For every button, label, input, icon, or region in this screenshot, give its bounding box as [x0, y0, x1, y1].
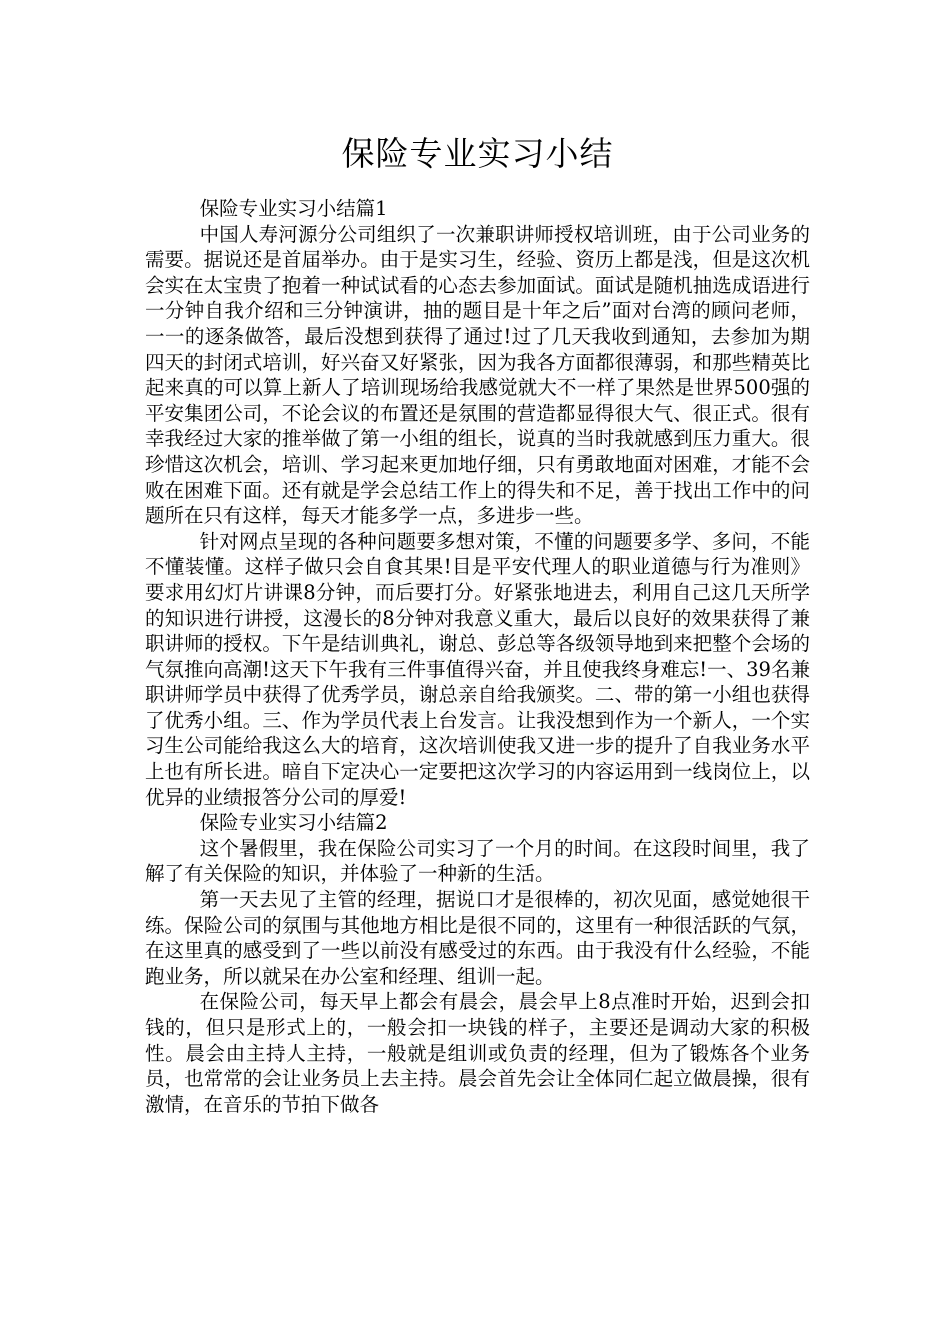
paragraph: 在保险公司，每天早上都会有晨会，晨会早上8点准时开始，迟到会扣钱的，但只是形式上的，一般会扣一块钱的样子，主要还是调动大家的积极性。晨会由主持人主持，一般就是组训或负责的经理，但为了锻炼各个业务员，也常常的会让业务员上去主持。晨会首先会让全体同仁起立做晨操，很有激情，在音乐的节拍下做各	[145, 990, 810, 1116]
paragraph: 这个暑假里，我在保险公司实习了一个月的时间。在这段时间里，我了解了有关保险的知识，并体验了一种新的生活。	[145, 836, 810, 886]
document-body	[145, 196, 810, 1117]
paragraph: 针对网点呈现的各种问题要多想对策，不懂的问题要多学、多问，不能不懂装懂。这样子做只会自食其果!目是平安代理人的职业道德与行为准则》要求用幻灯片讲课8分钟，而后要打分。好紧张地进去，利用自己这几天所学的知识进行讲授，这漫长的8分钟对我意义重大，最后以良好的效果获得了兼职讲师的授权。下午是结训典礼，谢总、彭总等各级领导地到来把整个会场的气氛推向高潮!这天下午我有三件事值得兴奋，并且使我终身难忘!一、39名兼职讲师学员中获得了优秀学员，谢总亲自给我颁奖。二、带的第一小组也获得了优秀小组。三、作为学员代表上台发言。让我没想到作为一个新人，一个实习生公司能给我这么大的培育，这次培训使我又进一步的提升了自我业务水平上也有所长进。暗自下定决心一定要把这次学习的内容运用到一线岗位上，以优异的业绩报答分公司的厚爱!	[145, 529, 810, 809]
document-title: 保险专业实习小结	[341, 134, 614, 173]
section-heading-2: 保险专业实习小结篇2	[199, 811, 388, 835]
section-heading-1: 保险专业实习小结篇1	[199, 197, 388, 220]
paragraph: 第一天去见了主管的经理，据说口才是很棒的，初次见面，感觉她很干练。保险公司的氛围与其他地方相比是很不同的，这里有一种很活跃的气氛，在这里真的感受到了一些以前没有感受过的东西。由于我没有什么经验，不能跑业务，所以就呆在办公室和经理、组训一起。	[145, 888, 810, 988]
document-page	[145, 0, 810, 1117]
paragraph: 中国人寿河源分公司组织了一次兼职讲师授权培训班，由于公司业务的需要。据说还是首届举办。由于是实习生，经验、资历上都是浅，但是这次机会实在太宝贵了抱着一种试试看的心态去参加面试。面试是随机抽选成语进行一分钟自我介绍和三分钟演讲，抽的题目是十年之后”面对台湾的顾问老师，一一的逐条做答，最后没想到获得了通过!过了几天我收到通知，去参加为期四天的封闭式培训，好兴奋又好紧张，因为我各方面都很薄弱，和那些精英比起来真的可以算上新人了培训现场给我感觉就大不一样了果然是世界500强的平安集团公司，不论会议的布置还是氛围的营造都显得很大气、很正式。很有幸我经过大家的推举做了第一小组的组长，说真的当时我就感到压力重大。很珍惜这次机会，培训、学习起来更加地仔细，只有勇敢地面对困难，才能不会败在困难下面。还有就是学会总结工作上的得失和不足，善于找出工作中的问题所在只有这样，每天才能多学一点，多进步一些。	[145, 222, 810, 528]
